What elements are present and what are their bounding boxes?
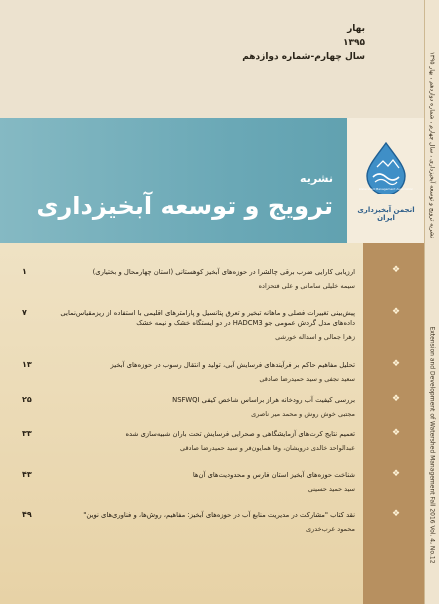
spine-persian: [425, 30, 439, 260]
toc-entry-title: پیش‌بینی تغییرات فصلی و ماهانه تبخیر و تعرق پتانسیل و پارامترهای اقلیمی با استفاده از ریزمقیاس‌نمایی داده‌های مدل گردش عمومی جو HADCM3 در دو ایستگاه خشک و نیمه خشک: [60, 309, 355, 327]
toc-entry-page: ۱: [22, 267, 27, 276]
bullet-icon: ❖: [391, 509, 401, 519]
svg-text:Watershed Management Associati: Watershed Management Association: [359, 187, 413, 191]
spine-persian-text: نشریه ترویج و توسعه آبخیزداری ، سال چهارم ، شماره دوازدهم ، بهار ۱۳۹۵: [428, 51, 436, 239]
season: بهار: [347, 24, 365, 34]
toc-entry: [55, 429, 355, 453]
bullet-icon: ❖: [391, 359, 401, 369]
toc-entry-title: نقد کتاب "مشارکت در مدیریت منابع آب در حوزه‌های آبخیز: مفاهیم، روش‌ها، و فناوری‌های نوین": [83, 511, 355, 519]
toc-side-strip: [363, 243, 425, 604]
toc-entry-authors: مجتبی خوش روش و محمد میر ناصری: [251, 410, 355, 418]
toc-entry-title: شناخت حوزه‌های آبخیز استان فارس و محدودیت‌های آن‌ها: [192, 471, 355, 479]
toc-entry-title: تحلیل مفاهیم حاکم بر فرآیندهای فرسایش آبی، تولید و انتقال رسوب در حوزه‌های آبخیز: [110, 361, 355, 369]
toc-entry-page: ۳۳: [22, 429, 32, 438]
toc-entry-page: ۴۳: [22, 470, 32, 479]
toc-entry: [55, 308, 355, 342]
journal-title: ترویج و توسعه آبخیزداری: [36, 192, 333, 220]
spine-english-text: Extension and Development of Watershed Management Fall 2016 Vol. 4, No.12: [428, 326, 436, 564]
table-of-contents: [0, 243, 425, 604]
toc-entry-authors: سعید نجفی و سید حمیدرضا صادقی: [259, 375, 355, 383]
association-name: انجمن آبخیزداری ایران: [357, 206, 415, 222]
bullet-icon: ❖: [391, 469, 401, 479]
volume-issue: سال چهارم-شماره دوازدهم: [242, 52, 365, 62]
toc-entry-authors: عبدالواحد خالدی درویشان، وفا همایون‌فر و سید حمیدرضا صادقی: [180, 444, 355, 452]
bullet-icon: ❖: [391, 428, 401, 438]
toc-entry-title: تعمیم نتایج کرت‌های آزمایشگاهی و صحرایی فرسایش تحت باران شبیه‌سازی شده: [125, 430, 355, 438]
toc-entry-page: ۷: [22, 308, 27, 317]
top-band: [0, 0, 425, 118]
toc-entry-authors: محمود عرب‌خدری: [306, 525, 355, 533]
spine: [424, 0, 439, 604]
association-logo-icon: [359, 140, 413, 194]
toc-entry: [55, 267, 355, 291]
issue-info: [235, 22, 365, 64]
logo-zone: [347, 118, 425, 243]
toc-entry: [55, 360, 355, 384]
toc-entry-authors: سیمه خلیلی سامانی و علی فتحزاده: [258, 282, 355, 290]
spine-english: [425, 310, 439, 580]
toc-entry-authors: زهرا جمالی و اسداله خورشی: [275, 333, 355, 341]
toc-entry-page: ۱۳: [22, 360, 32, 369]
title-banner: [0, 118, 425, 243]
toc-entry: [55, 470, 355, 494]
bullet-icon: ❖: [391, 307, 401, 317]
year: ۱۳۹۵: [343, 38, 365, 48]
journal-label: نشریه: [300, 172, 333, 185]
toc-entry-page: ۴۹: [22, 510, 32, 519]
toc-entry-title: ارزیابی کارایی ضرب برقی چالشرا در حوزه‌های آبخیز کوهستانی (استان چهارمحال و بختیاری): [92, 268, 355, 276]
toc-entry-title: بررسی کیفیت آب رودخانه هراز براساس شاخص کیفی NSFWQI: [172, 396, 355, 404]
bullet-icon: ❖: [391, 265, 401, 275]
bullet-icon: ❖: [391, 394, 401, 404]
toc-entry: [55, 510, 355, 534]
toc-entry-page: ۲۵: [22, 395, 32, 404]
toc-entry-authors: سید حمید حسینی: [307, 485, 355, 493]
toc-entry: [55, 395, 355, 419]
